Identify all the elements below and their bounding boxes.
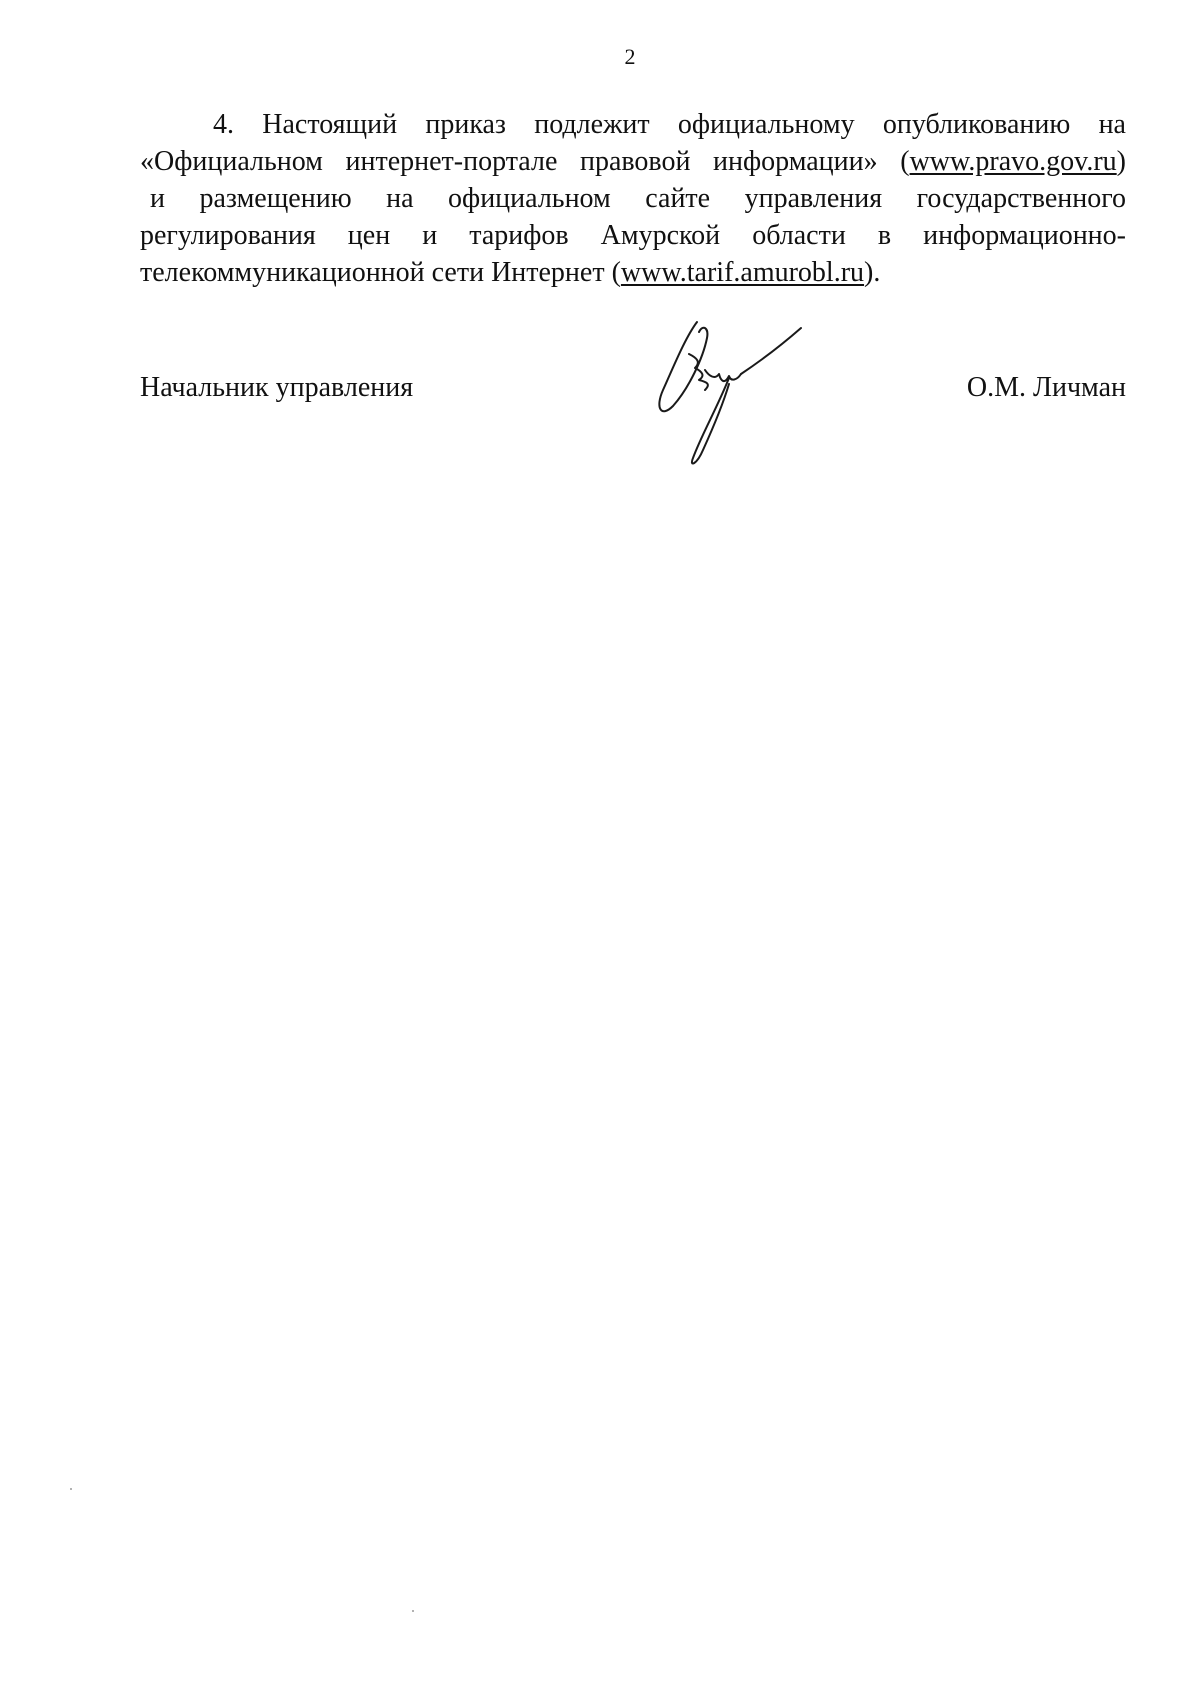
paragraph-line-5-text: телекоммуникационной сети Интернет ( bbox=[140, 257, 621, 288]
tarif-amurobl-link[interactable]: www.tarif.amurobl.ru bbox=[620, 257, 865, 288]
scan-speck bbox=[412, 1610, 414, 1612]
signatory-position: Начальник управления bbox=[140, 372, 414, 403]
paragraph-line-2 bbox=[140, 143, 1126, 180]
paragraph-line-5-end: ). bbox=[864, 257, 881, 288]
paragraph-line-2-text: «Официальном интернет-портале правовой информации» ( bbox=[140, 146, 910, 177]
pravo-gov-link[interactable]: www.pravo.gov.ru bbox=[909, 146, 1117, 177]
paragraph-4 bbox=[140, 106, 1126, 291]
signature-block bbox=[140, 372, 1126, 412]
handwritten-signature-icon bbox=[645, 318, 825, 468]
paragraph-line-1: 4. Настоящий приказ подлежит официальному опубликованию на bbox=[213, 109, 1126, 140]
scan-speck bbox=[70, 1488, 72, 1490]
page-number: 2 bbox=[624, 44, 636, 69]
paragraph-line-4: регулирования цен и тарифов Амурской области в информационно- bbox=[140, 220, 1126, 251]
paragraph-line-2-end: ) bbox=[1116, 146, 1126, 177]
paragraph-line-3: и размещению на официальном сайте управления государственного bbox=[150, 183, 1126, 214]
signatory-name: О.М. Личман bbox=[966, 372, 1126, 403]
paragraph-line-5 bbox=[140, 254, 1126, 291]
